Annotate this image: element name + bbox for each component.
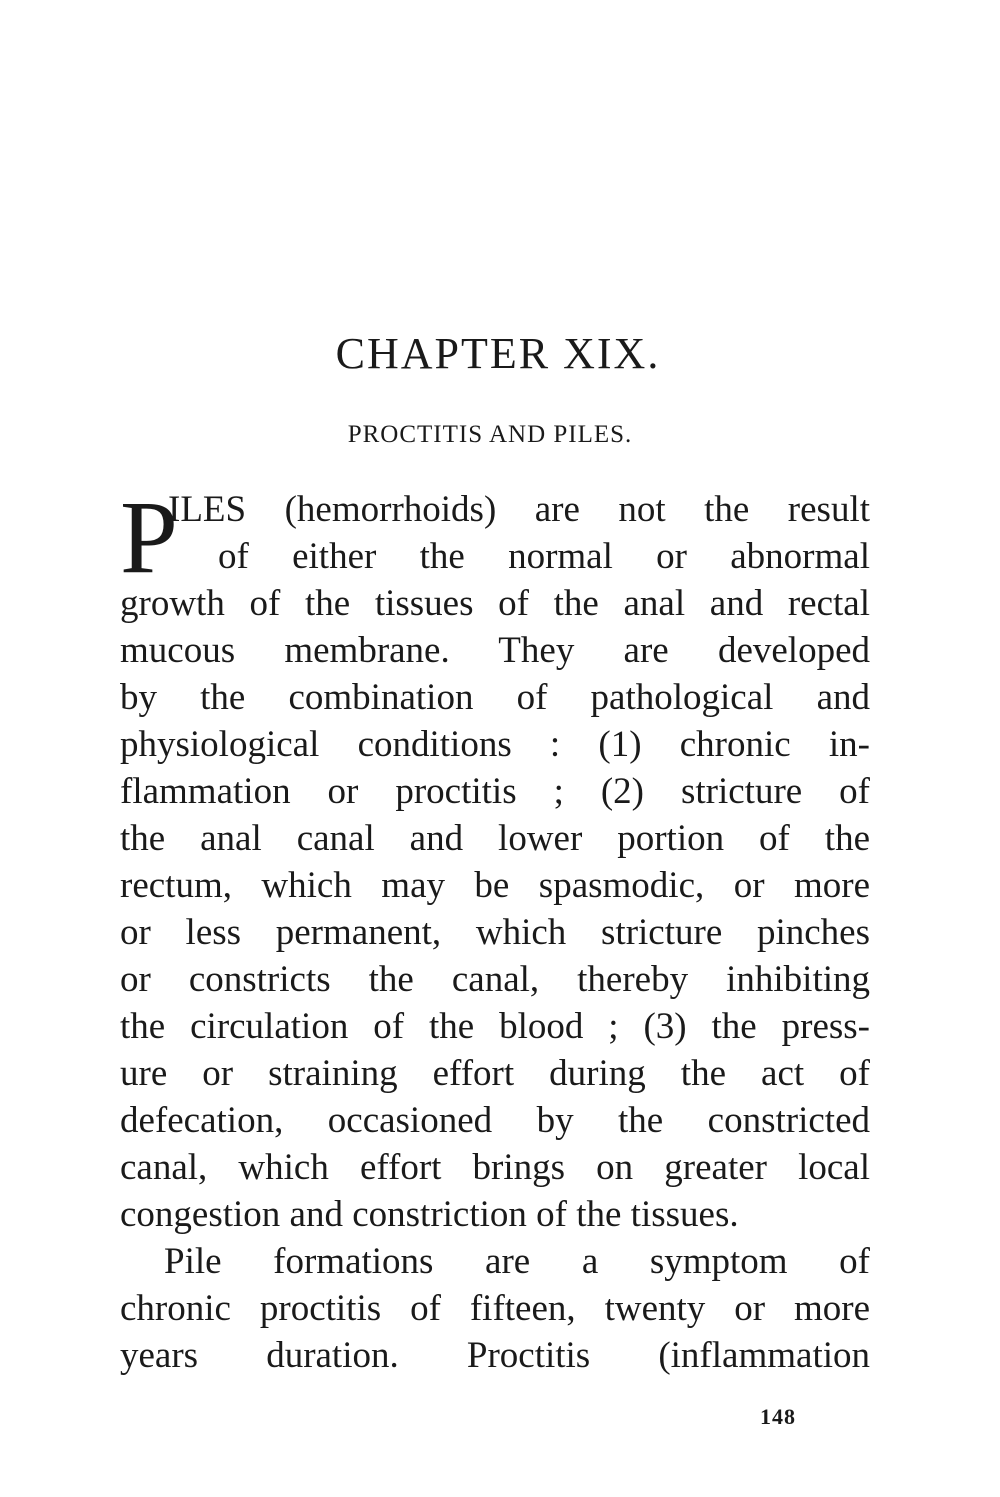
text-line: of either the normal or abnormal (218, 536, 870, 577)
first-line-tail: (hemorrhoids) are not the result (284, 489, 870, 530)
text-line: the circulation of the blood ; (3) the press- (120, 1006, 870, 1047)
chapter-subtitle: PROCTITIS AND PILES. (347, 421, 633, 448)
text-line: Pile formations are a symptom of (164, 1241, 870, 1282)
body-text (120, 480, 870, 1379)
text-line: or constricts the canal, thereby inhibiting (120, 959, 870, 1000)
text-line: flammation or proctitis ; (2) stricture of (120, 771, 870, 812)
text-line: rectum, which may be spasmodic, or more (120, 865, 870, 906)
chapter-title: CHAPTER XIX. (335, 329, 661, 378)
text-line: mucous membrane. They are developed (120, 630, 870, 671)
text-line: years duration. Proctitis (inflammation (120, 1335, 870, 1376)
text-line: growth of the tissues of the anal and rectal (120, 583, 870, 624)
text-line: the anal canal and lower portion of the (120, 818, 870, 859)
text-line: ure or straining effort during the act of (120, 1053, 870, 1094)
text-line: or less permanent, which stricture pinches (120, 912, 870, 953)
text-line: canal, which effort brings on greater local (120, 1147, 870, 1188)
first-word-rest: ILES (168, 489, 247, 530)
text-line: chronic proctitis of fifteen, twenty or more (120, 1288, 870, 1329)
text-line: congestion and constriction of the tissues. (120, 1194, 739, 1235)
text-line: defecation, occasioned by the constricted (120, 1100, 870, 1141)
text-line: physiological conditions : (1) chronic in- (120, 724, 870, 765)
text-line: by the combination of pathological and (120, 677, 870, 718)
page-number: 148 (760, 1404, 796, 1429)
drop-cap: P (120, 480, 178, 595)
